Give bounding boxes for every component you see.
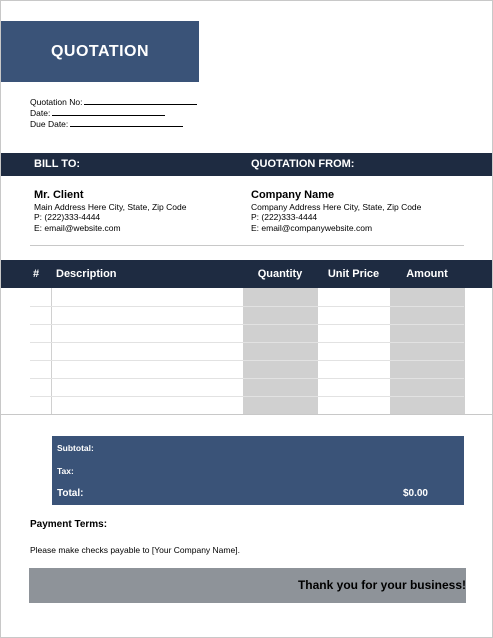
payment-terms-title: Payment Terms: — [30, 519, 108, 530]
subtotal-label: Subtotal: — [57, 443, 94, 453]
due-date-label: Due Date: — [30, 119, 69, 129]
client-phone: P: (222)333-4444 — [34, 212, 101, 222]
table-row[interactable] — [30, 306, 464, 307]
quotation-no-label: Quotation No: — [30, 97, 83, 107]
table-row[interactable] — [30, 378, 464, 379]
parties-header-bar — [1, 153, 492, 176]
items-table-header — [1, 260, 492, 288]
company-phone: P: (222)333-4444 — [251, 212, 318, 222]
tax-label: Tax: — [57, 466, 74, 476]
client-name: Mr. Client — [34, 189, 84, 201]
client-address: Main Address Here City, State, Zip Code — [34, 202, 187, 212]
bill-to-heading: BILL TO: — [34, 158, 81, 170]
grid-line — [464, 288, 465, 414]
col-number-header: # — [33, 268, 40, 280]
table-row[interactable] — [30, 360, 464, 361]
col-unit-price-header: Unit Price — [327, 268, 380, 280]
date-field[interactable] — [52, 106, 165, 116]
total-value: $0.00 — [402, 488, 428, 499]
date-label: Date: — [30, 108, 51, 118]
thank-you-text: Thank you for your business! — [297, 578, 466, 592]
page-title: QUOTATION — [50, 43, 150, 60]
company-name: Company Name — [251, 189, 335, 201]
company-email: E: email@companywebsite.com — [251, 223, 373, 233]
title-banner — [1, 21, 199, 82]
quotation-from-heading: QUOTATION FROM: — [251, 158, 355, 170]
payment-terms-note: Please make checks payable to [Your Company Name]. — [30, 545, 240, 555]
client-email: E: email@website.com — [34, 223, 121, 233]
due-date-field[interactable] — [70, 117, 183, 127]
section-divider — [30, 245, 464, 246]
table-row[interactable] — [30, 396, 464, 397]
total-label: Total: — [57, 488, 84, 499]
quotation-no-field[interactable] — [84, 95, 197, 105]
col-description-header: Description — [56, 268, 117, 280]
col-amount-header: Amount — [406, 268, 448, 280]
totals-box — [52, 436, 464, 505]
thank-you-bar — [29, 568, 466, 603]
table-row[interactable] — [30, 324, 464, 325]
company-address: Company Address Here City, State, Zip Code — [251, 202, 422, 212]
col-quantity-header: Quantity — [257, 268, 303, 280]
table-bottom-rule — [1, 414, 492, 415]
table-row[interactable] — [30, 342, 464, 343]
due-date-row — [30, 117, 183, 130]
